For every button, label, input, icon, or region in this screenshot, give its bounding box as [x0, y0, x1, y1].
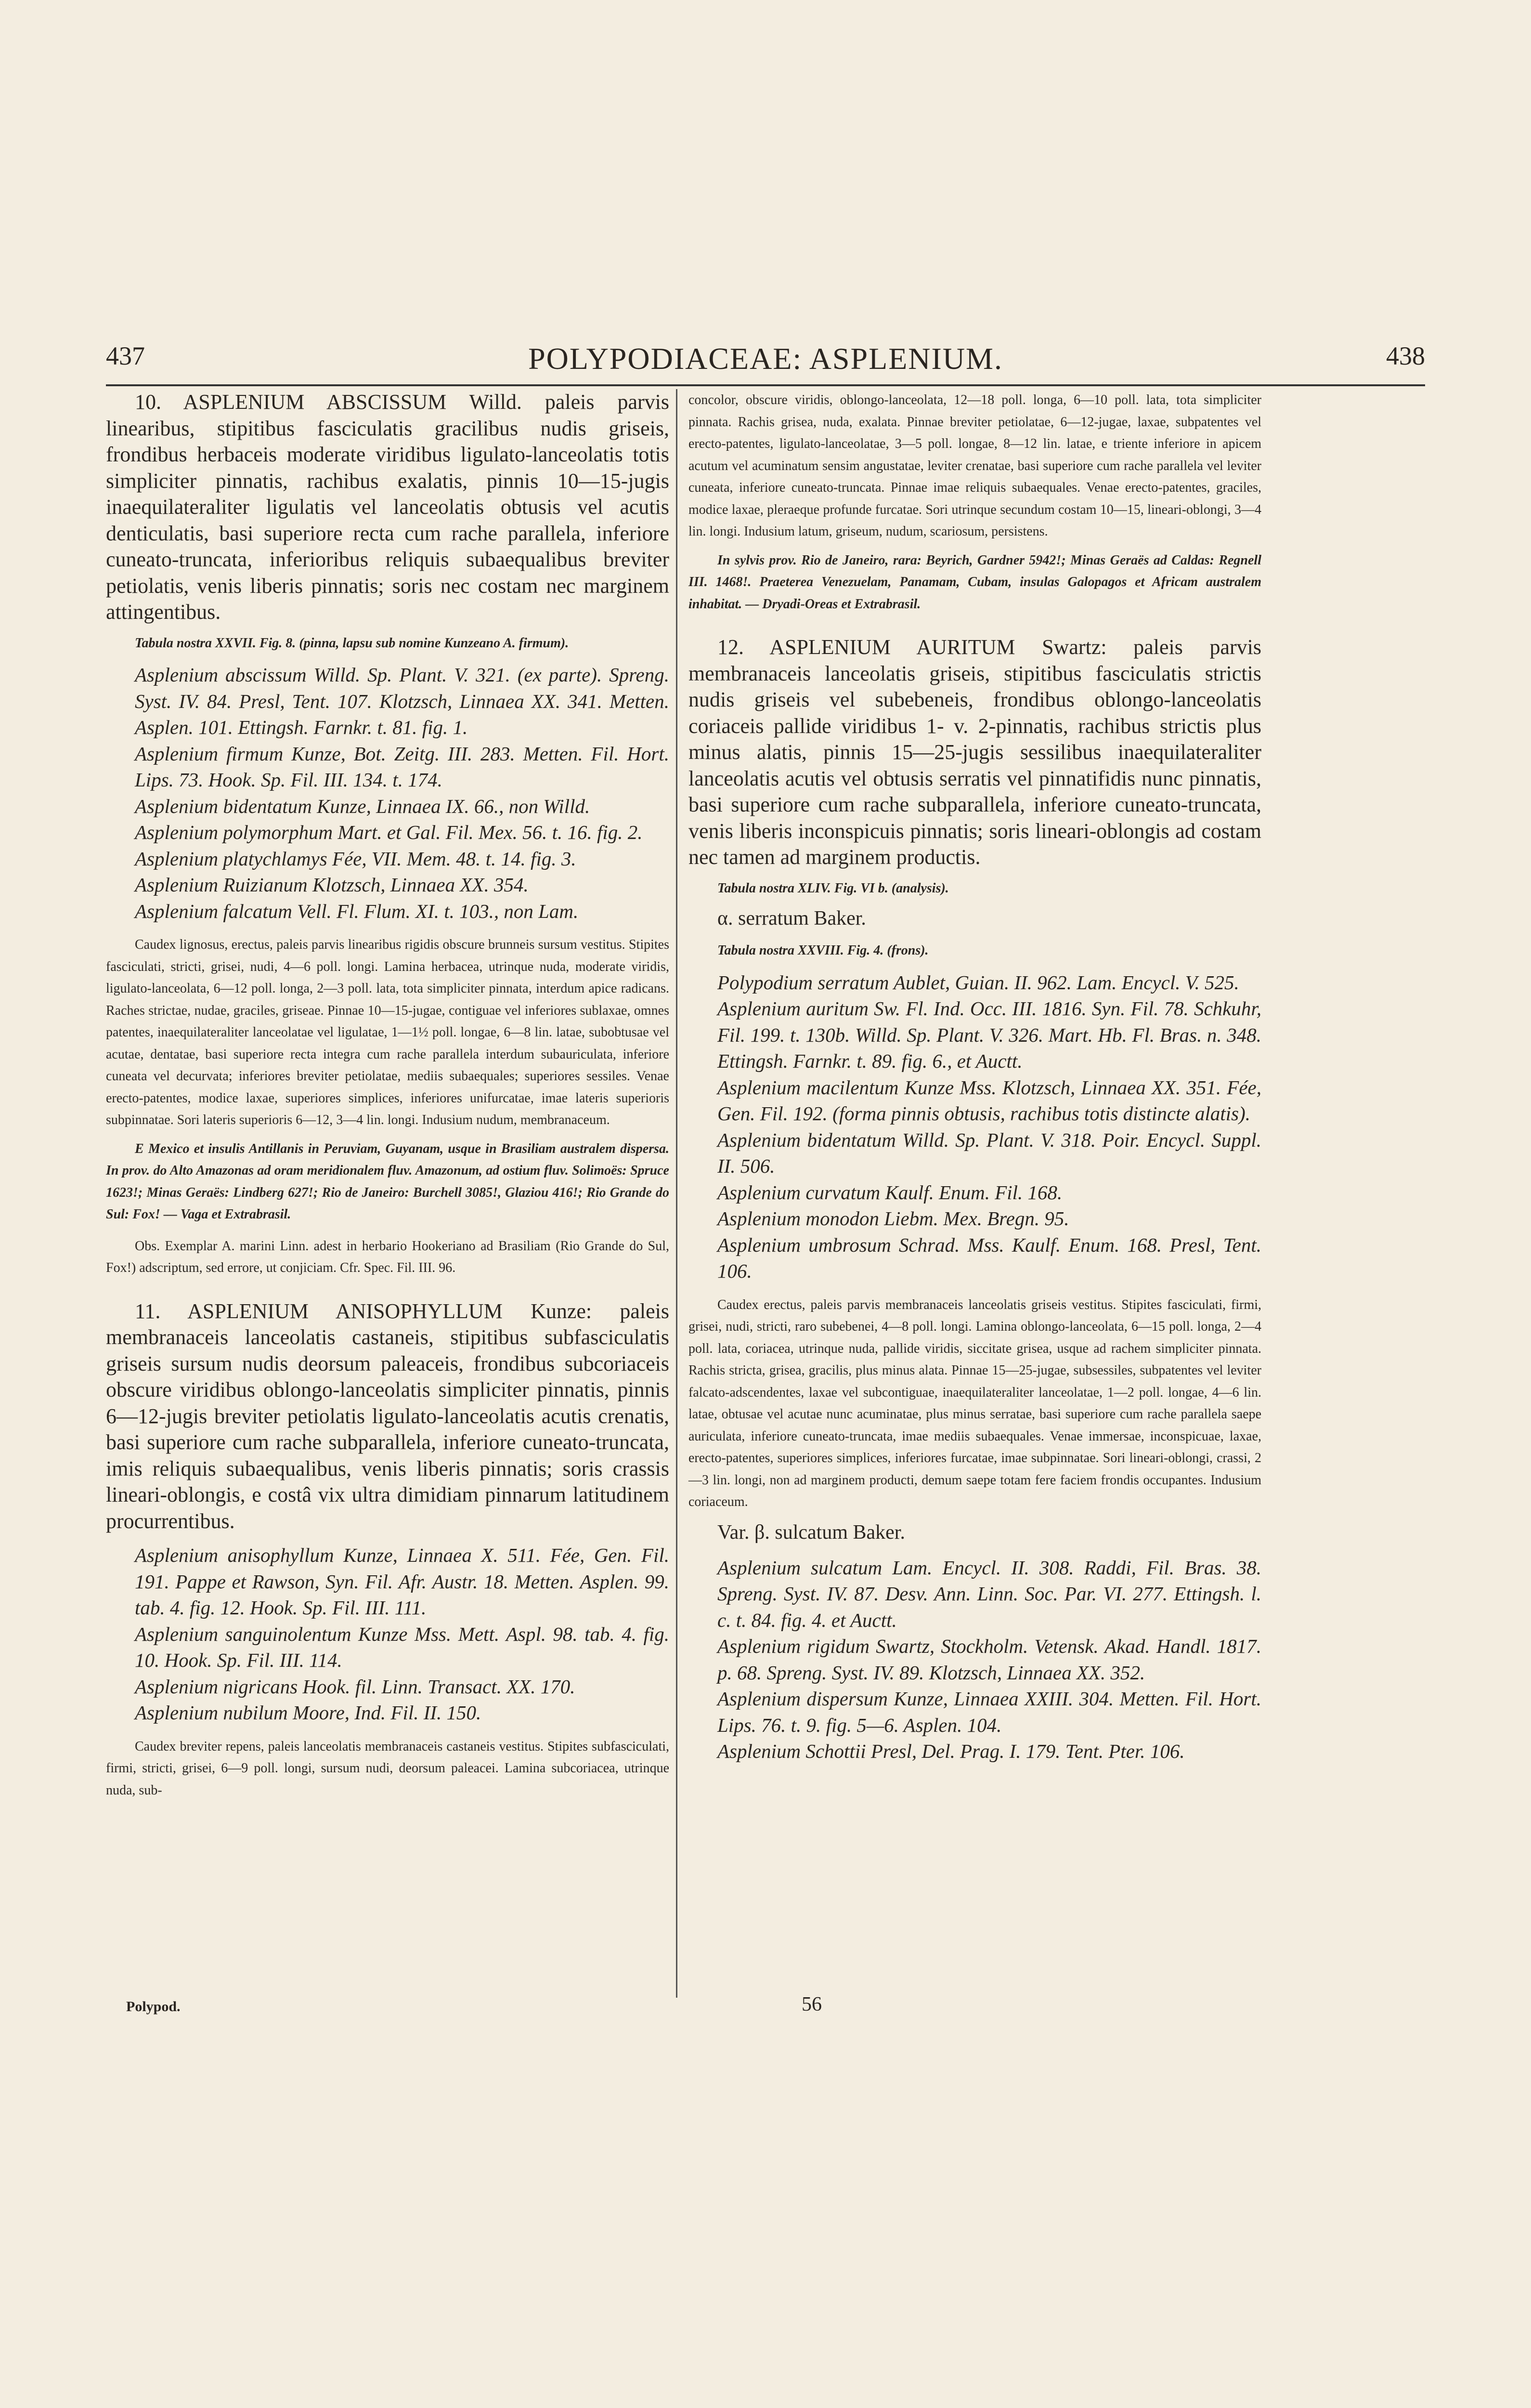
left-column-paragraph: Asplenium sanguinolentum Kunze Mss. Mett. Aspl. 98. tab. 4. fig. 10. Hook. Sp. Fil. III. 114. — [135, 1623, 669, 1671]
right-column-paragraph: Asplenium curvatum Kaulf. Enum. Fil. 168. — [717, 1181, 1063, 1204]
right-column-paragraph: Asplenium auritum Sw. Fl. Ind. Occ. III. 1816. Syn. Fil. 78. Schkuhr, Fil. 199. t. 130b. Willd. Sp. Plant. V. 326. Mart. Hb. Fl. Bras. n. 348. Ettingsh. Farnkr. t. 89. fig. 6., et Auctt. — [717, 997, 1261, 1072]
left-column-paragraph: Asplenium anisophyllum Kunze, Linnaea X. 511. Fée, Gen. Fil. 191. Pappe et Rawson, Syn. Fil. Afr. Austr. 18. Metten. Asplen. 99. tab. 4. fig. 12. Hook. Sp. Fil. III. 111. — [135, 1544, 669, 1619]
left-column-paragraph: E Mexico et insulis Antillanis in Peruviam, Guyanam, usque in Brasiliam australem dispersa. In prov. do Alto Amazonas ad oram meridionalem fluv. Amazonum, ad ostium fluv. Solimoës: Spruce 1623!; Minas Geraës: Lindberg 627!; Rio de Janeiro: Burchell 3085!, Glaziou 416!; Rio Grande do Sul: Fox! — Vaga et Extrabrasil. — [106, 1141, 669, 1222]
left-column-paragraph: Asplenium abscissum Willd. Sp. Plant. V. 321. (ex parte). Spreng. Syst. IV. 84. Presl, Tent. 107. Klotzsch, Linnaea XX. 341. Metten. Asplen. 101. Ettingsh. Farnkr. t. 81. fig. 1. — [135, 664, 669, 738]
left-column-paragraph: 10. ASPLENIUM ABSCISSUM Willd. paleis parvis linearibus, stipitibus fasciculatis gracilibus nudis griseis, frondibus herbaceis moderate viridibus ligulato-lanceolatis totis simpliciter pinnatis, rachibus exalatis, pinnis 10—15-jugis inaequilateraliter ligulatis vel lanceolatis obtusis vel acutis denticulatis, basi superiore recta cum rache parallela, inferiore cuneato-truncata, inferioribus reliquis subaequalibus breviter petiolatis, venis liberis pinnatis; soris nec costam nec marginem attingentibus. — [106, 390, 669, 624]
right-column-paragraph: In sylvis prov. Rio de Janeiro, rara: Beyrich, Gardner 5942!; Minas Geraës ad Caldas: Regnell III. 1468!. Praeterea Venezuelam, Panamam, Cubam, insulas Galopagos et Africam australem inhabitat. — Dryadi-Oreas et Extrabrasil. — [688, 552, 1261, 612]
right-column-paragraph: Asplenium rigidum Swartz, Stockholm. Vetensk. Akad. Handl. 1817. p. 68. Spreng. Syst. IV. 89. Klotzsch, Linnaea XX. 352. — [717, 1635, 1261, 1684]
page-number-left: 437 — [106, 341, 145, 370]
right-column-paragraph: Asplenium bidentatum Willd. Sp. Plant. V. 318. Poir. Encycl. Suppl. II. 506. — [717, 1128, 1261, 1177]
right-column-paragraph: 12. ASPLENIUM AURITUM Swartz: paleis parvis membranaceis lanceolatis griseis, stipitibus fasciculatis strictis nudis griseis vel subebeneis, frondibus oblongo-lanceolatis coriaceis pallide viridibus 1- v. 2-pinnatis, rachibus strictis plus minus alatis, pinnis 15—25-jugis sessilibus inaequilateraliter lanceolatis acutis vel obtusis serratis vel pinnatifidis nunc pinnatis, basi superiore cum rache subparallela, inferiore cuneato-truncata, venis liberis inconspicuis pinnatis; soris lineari-oblongis ad costam nec tamen ad marginem productis. — [688, 635, 1261, 869]
page-number-right: 438 — [1386, 341, 1425, 370]
left-column-paragraph: Asplenium platychlamys Fée, VII. Mem. 48. t. 14. fig. 3. — [135, 847, 576, 870]
left-column-paragraph: Caudex lignosus, erectus, paleis parvis linearibus rigidis obscure brunneis sursum vestitus. Stipites fasciculati, stricti, grisei, nudi, 4—6 poll. longi. Lamina herbacea, utrinque nuda, moderate viridis, ligulato-lanceolata, 6—12 poll. longa, 2—3 poll. lata, tota simpliciter pinnata, interdum apice radicans. Raches strictae, nudae, graciles, griseae. Pinnae 10—15-jugae, contiguae vel inferiores sublaxae, omnes patentes, inaequilateraliter lanceolatae vel ligulatae, 1—1½ poll. longae, 6—8 lin. latae, subobtusae vel acutae, dentatae, basi superiore recta integra cum rache parallela interdum subauriculata, inferiore cuneata vel decurvata; inferiores breviter petiolatae, mediis subaequales; superiores sessiles. Venae erecto-patentes, modice laxae, superiores simplices, inferiores unifurcatae, imae lateris superioris subpinnatae. Sori lateris superioris 6—12, 3—4 lin. longi. Indusium nudum, membranaceum. — [106, 937, 669, 1127]
left-column-paragraph: Asplenium polymorphum Mart. et Gal. Fil. Mex. 56. t. 16. fig. 2. — [135, 821, 643, 843]
page-header — [106, 341, 1425, 384]
right-column-paragraph: Asplenium monodon Liebm. Mex. Bregn. 95. — [717, 1207, 1069, 1230]
left-column-paragraph: Obs. Exemplar A. marini Linn. adest in herbario Hookeriano ad Brasiliam (Rio Grande do Sul, Fox!) adscriptum, sed errore, ut conjiciam. Cfr. Spec. Fil. III. 96. — [106, 1238, 669, 1275]
right-column-paragraph: Asplenium sulcatum Lam. Encycl. II. 308. Raddi, Fil. Bras. 38. Spreng. Syst. IV. 87. Desv. Ann. Linn. Soc. Par. VI. 277. Ettingsh. l. c. t. 84. fig. 4. et Auctt. — [717, 1556, 1261, 1631]
right-column-paragraph: Asplenium macilentum Kunze Mss. Klotzsch, Linnaea XX. 351. Fée, Gen. Fil. 192. (forma pinnis obtusis, rachibus totis distincte alatis). — [717, 1076, 1261, 1125]
sheet-number: 56 — [802, 1993, 822, 2015]
right-column-paragraph: Asplenium Schottii Presl, Del. Prag. I. 179. Tent. Pter. 106. — [717, 1740, 1185, 1762]
right-column-paragraph: Tabula nostra XLIV. Fig. VI b. (analysis). — [717, 880, 949, 896]
left-column-paragraph: Asplenium falcatum Vell. Fl. Flum. XI. t. 103., non Lam. — [135, 900, 579, 922]
signature-mark: Polypod. — [126, 1999, 181, 2015]
column-divider — [676, 389, 677, 1998]
right-column-paragraph: Caudex erectus, paleis parvis membranaceis lanceolatis griseis vestitus. Stipites fasciculati, firmi, grisei, nudi, stricti, raro subebenei, 4—8 poll. longi. Lamina oblongo-lanceolata, 6—15 poll. longa, 2—4 poll. lata, coriacea, utrinque nuda, pallide viridis, siccitate grisea, usque ad rachem simpliciter pinnata. Rachis stricta, grisea, gracilis, plus minus alata. Pinnae 15—25-jugae, subsessiles, subpatentes vel leviter falcato-adscendentes, laxae vel subcontiguae, inaequilateraliter lanceolatae, 1—2 poll. longae, 4—6 lin. latae, obtusae vel acutae nunc acuminatae, plus minus serratae, basi superiore cum rache parallela saepe auriculata, inferiore cuneato-truncata, imae mediis subaequales. Venae immersae, inconspicuae, laxae, erecto-patentes, superiores simplices, inferiores furcatae, imae subpinnatae. Sori lineari-oblongi, crassi, 2—3 lin. longi, non ad marginem producti, demum saepe totam fere faciem frondis occupantes. Indusium coriaceum. — [688, 1297, 1261, 1509]
left-column-paragraph: Asplenium nubilum Moore, Ind. Fil. II. 150. — [135, 1701, 481, 1724]
left-column-paragraph: Asplenium Ruizianum Klotzsch, Linnaea XX. 354. — [135, 874, 529, 896]
right-column-paragraph: Asplenium dispersum Kunze, Linnaea XXIII. 304. Metten. Fil. Hort. Lips. 76. t. 9. fig. 5—6. Asplen. 104. — [717, 1688, 1261, 1736]
left-column — [106, 389, 669, 1801]
right-column-paragraph: Polypodium serratum Aublet, Guian. II. 962. Lam. Encycl. V. 525. — [717, 971, 1239, 994]
left-column-paragraph: Asplenium nigricans Hook. fil. Linn. Transact. XX. 170. — [135, 1675, 575, 1698]
left-column-paragraph: Caudex breviter repens, paleis lanceolatis membranaceis castaneis vestitus. Stipites subfasciculati, firmi, stricti, grisei, 6—9 poll. longi, sursum nudi, deorsum paleacei. Lamina subcoriacea, utrinque nuda, sub- — [106, 1739, 669, 1798]
right-column-paragraph: α. serratum Baker. — [717, 907, 866, 929]
right-column-paragraph: concolor, obscure viridis, oblongo-lanceolata, 12—18 poll. longa, 6—10 poll. lata, tota simpliciter pinnata. Rachis grisea, nuda, exalata. Pinnae breviter petiolatae, 6—12-jugae, laxae, subpatentes vel erecto-patentes, ligulato-lanceolatae, 3—5 poll. longae, 8—12 lin. latae, e triente inferiore in apicem acutum vel acuminatum sensim angustatae, leviter crenatae, basi superiore cum rache parallela vel leviter cuneata, inferiore cuneato-truncata. Pinnae imae reliquis subaequales. Venae erecto-patentes, graciles, modice laxae, pleraeque profunde furcatae. Sori utrinque secundum costam 10—15, lineari-oblongi, 3—4 lin. longi. Indusium latum, griseum, nudum, scariosum, persistens. — [688, 393, 1261, 539]
left-column-paragraph: Asplenium bidentatum Kunze, Linnaea IX. 66., non Willd. — [135, 795, 590, 817]
left-column-paragraph: Asplenium firmum Kunze, Bot. Zeitg. III. 283. Metten. Fil. Hort. Lips. 73. Hook. Sp. Fil. III. 134. t. 174. — [135, 742, 669, 791]
right-column-paragraph: Tabula nostra XXVIII. Fig. 4. (frons). — [717, 943, 929, 958]
running-title: POLYPODIACEAE: ASPLENIUM. — [528, 341, 1003, 376]
left-column-paragraph: Tabula nostra XXVII. Fig. 8. (pinna, lapsu sub nomine Kunzeano A. firmum). — [135, 635, 569, 651]
right-column-paragraph: Asplenium umbrosum Schrad. Mss. Kaulf. Enum. 168. Presl, Tent. 106. — [717, 1233, 1261, 1282]
right-column — [688, 389, 1261, 1765]
header-rule — [106, 384, 1425, 386]
left-column-paragraph: 11. ASPLENIUM ANISOPHYLLUM Kunze: paleis membranaceis lanceolatis castaneis, stipitibus subfasciculatis griseis sursum nudis deorsum paleaceis, frondibus subcoriaceis obscure viridibus oblongo-lanceolatis simpliciter pinnatis, pinnis 6—12-jugis breviter petiolatis ligulato-lanceolatis acutis crenatis, basi superiore cum rache subparallela, inferiore cuneato-truncata, imis reliquis subaequalibus, venis liberis pinnatis; soris crassis lineari-oblongis, e costâ vix ultra dimidiam pinnarum latitudinem procurrentibus. — [106, 1299, 669, 1533]
right-column-paragraph: Var. β. sulcatum Baker. — [717, 1521, 905, 1544]
